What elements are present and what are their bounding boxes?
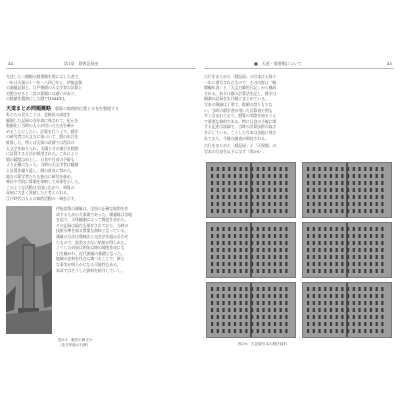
text-line: 本章ではそうした資料を紹介していく。 (56, 267, 125, 273)
text-line: の数値を精密にした暦で[1844年]。 (6, 96, 68, 102)
text-line: な事実が明らかになる可能性もある。 (56, 261, 121, 267)
text-line: の研究者は天文方に基づいて、暦の年月を (6, 134, 79, 140)
text-line: その記録は現在も保存されており、当時の (56, 222, 129, 228)
left-page (6, 60, 196, 360)
text-line: 伊能忠敬の測量は、全国の正確な地図を作 (56, 206, 129, 211)
text-line: い。当時の暦学者が用いた計算表や図も (204, 107, 273, 113)
text-line: 技術水準を知る貴重な資料となっている。 (56, 228, 129, 234)
text-line: 先述した二種類の暦書類を図に示した表で、 (6, 74, 82, 79)
monument-photo (6, 206, 52, 334)
manuscript-texture (207, 223, 295, 277)
right-page-number: 45 (386, 61, 392, 66)
manuscript-texture (303, 283, 391, 337)
text-line: めることにしたい。計算を行う上で、暦法 (6, 128, 79, 134)
text-line: 一年に書写されたもので、その内容は「略 (204, 79, 277, 85)
left-caption-line-1: 図3-5 暦法の碑文や (58, 338, 93, 342)
right-figure-caption: 図3-6 古記録写本の暦法資料 (238, 342, 287, 346)
left-paragraph-1 (6, 74, 196, 102)
left-page-header (6, 60, 196, 69)
text-line: 写本の写真を以下に示す（図3-6）。 (204, 148, 267, 154)
text-line: を巡り、天体観測によって緯度を求めた。 (56, 217, 129, 223)
manuscript-texture (303, 163, 391, 217)
text-line: 神社や寺院に算額を奉納して成果を示した。 (6, 179, 82, 185)
left-paragraph-2 (6, 112, 196, 202)
text-line: 観測の記録を年月順にまとめている。 (204, 96, 269, 102)
text-line: 古行をまとめた「暦記録」と「天保暦」の (204, 143, 277, 148)
text-line: 私たちの見ることは、北極星の高度を (6, 112, 71, 117)
right-paragraph-1 (204, 74, 394, 141)
text-line: 発展に大きく貢献したと考えられる。 (6, 190, 71, 196)
text-line: 推算した。例えば天保の改暦では西洋の (6, 139, 75, 145)
text-line: 古行をまとめた「暦記録」の写本は天保十 (204, 74, 277, 79)
text-line: れており、今後の調査が期待される。 (204, 135, 269, 141)
text-line: 地域の史料を丹念に調べることで、新た (56, 256, 125, 262)
text-line: 成するための大事業であった。測量隊は各地 (56, 211, 132, 217)
left-figure-caption (58, 338, 93, 347)
text-line: の測量記録と、江戸後期の天文学者の計算と (6, 85, 82, 91)
manuscript-texture (207, 283, 295, 337)
text-line: と計算を繰り返し、暦の改良に努めた。 (6, 167, 75, 173)
manuscript-photo-6 (302, 282, 392, 338)
right-page-header (204, 60, 394, 69)
book-spread (6, 60, 394, 360)
text-line: たもので、誤差の少ない結果が得られた。 (56, 239, 129, 245)
manuscript-photo-3 (206, 222, 296, 278)
text-line: される。前半は暦の計算法を記し、後半は (204, 90, 277, 96)
text-line: このような活動は全国に広がり、和算の (6, 184, 75, 190)
text-line: 暦の精度は向上し、日食や月食の予報も (6, 156, 75, 162)
section-heading-text: 天道まとめ問題概略 (6, 106, 52, 112)
manuscript-photo-2 (302, 162, 392, 218)
text-line: 暦編年表」と「天文方御用日記」から構成 (204, 85, 277, 91)
right-page (204, 60, 394, 360)
text-line: 一年は天保の十一年一八四〇年と、伊能忠敬 (6, 79, 82, 85)
right-paragraph-2 (204, 143, 394, 154)
manuscript-texture (207, 163, 295, 217)
left-paragraph-3 (56, 206, 196, 273)
manuscript-photo-5 (206, 282, 296, 338)
section-heading (6, 105, 119, 112)
text-line: より正確になった。当時の天文学者は観測 (6, 162, 79, 168)
text-line: 天文学を取り入れ、太陽と月の運行を精密 (6, 145, 79, 151)
text-line: 引き継がれ、近代測量の基礎となった。 (56, 250, 125, 256)
manuscript-photo-1 (206, 162, 296, 218)
text-line: で重要な資料である。特に日食の予報に関 (204, 118, 277, 124)
text-line: 江戸時代の人々の知的活動の一端を示す。 (6, 195, 78, 201)
text-line: 対照させると二宮の算額には違いがあり、 (6, 90, 79, 96)
text-line: 数値化し当時の人々が用いた方法を確か (6, 123, 75, 129)
manuscript-texture (303, 223, 391, 277)
text-line: 地方の算学者たちも独自に研究を進め、 (6, 173, 75, 179)
left-caption-line-2: （北方伊能の石碑） (58, 342, 91, 347)
text-line: 写本の筆跡は丁寧で、数値の誤りも少な (204, 101, 273, 107)
text-line: 観測した記録の各年表に残されて、紀元を (6, 117, 79, 123)
text-line: こうした成果は明治以降の地図作成にも (56, 245, 125, 251)
text-line: に計算する方法が採用された。これにより (6, 151, 79, 157)
manuscript-photo-4 (302, 222, 392, 278)
left-page-number: 44 (8, 61, 14, 66)
text-line: する記述は詳細で、当時の計算技術の高さ (204, 124, 277, 130)
text-line: 測量の方法は導線法と交会法を組み合わせ (56, 233, 129, 239)
text-line: を示している。こうした写本は各地に残さ (204, 129, 277, 135)
section-heading-subtext: 暦算の地理的位置と分布を整理する (51, 106, 120, 111)
left-running-head: 第1章 暦術記録史 (64, 61, 99, 66)
text-line: 多く含まれており、暦算の実際を知るうえ (204, 113, 277, 119)
right-running-head: ■ 天道・暦書類について (254, 61, 302, 66)
